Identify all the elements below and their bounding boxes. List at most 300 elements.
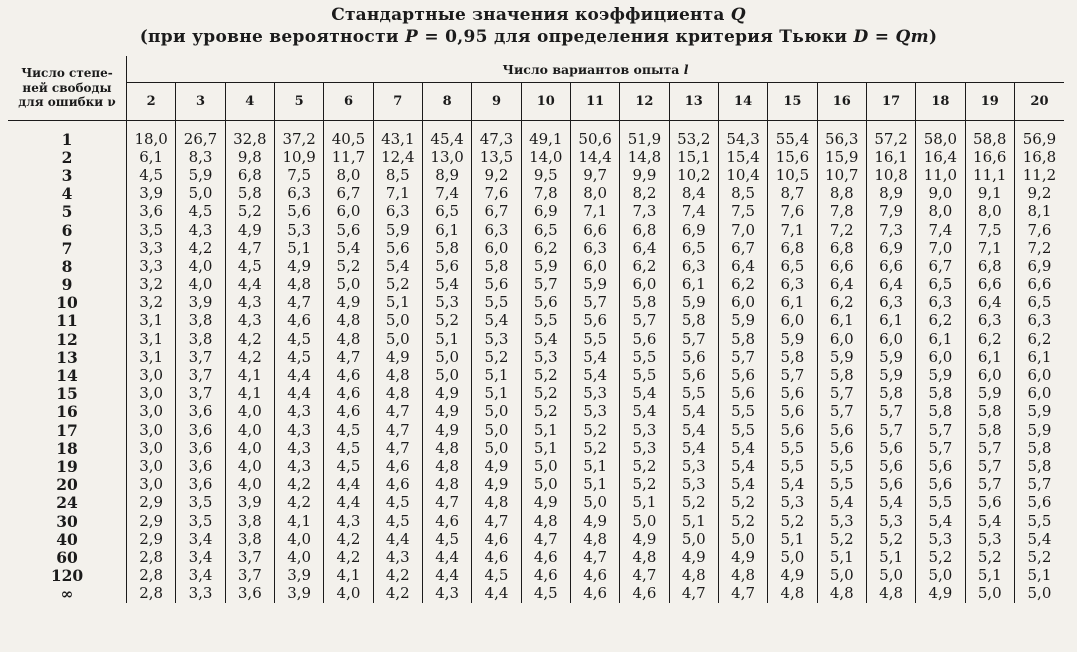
q-value-cell: 6,5	[768, 257, 817, 275]
q-value-cell: 54,3	[718, 130, 767, 148]
q-value-cell: 2,9	[127, 530, 176, 548]
q-value-cell: 9,5	[521, 166, 570, 184]
q-value-cell: 6,0	[324, 203, 373, 221]
variants-group-header	[127, 56, 1065, 83]
q-value-cell: 5,1	[521, 439, 570, 457]
q-value-cell: 6,4	[866, 276, 915, 294]
q-value-cell: 12,4	[373, 148, 422, 166]
q-value-cell: 4,8	[669, 567, 718, 585]
q-value-cell: 5,3	[620, 439, 669, 457]
q-value-cell: 4,1	[324, 567, 373, 585]
df-value: 2	[61, 147, 73, 167]
q-value-cell: 4,9	[768, 567, 817, 585]
df-value: 16	[56, 402, 78, 422]
q-value-cell: 5,4	[1014, 530, 1064, 548]
df-value: 9	[61, 275, 73, 295]
title-line-1	[0, 4, 1077, 26]
q-value-cell: 4,6	[324, 403, 373, 421]
q-value-cell: 4,8	[373, 366, 422, 384]
spacer-cell	[127, 121, 176, 131]
q-value-cell: 5,7	[866, 421, 915, 439]
df-value: 11	[56, 311, 78, 331]
q-value-cell: 6,8	[768, 239, 817, 257]
table-row	[8, 330, 1064, 348]
df-value: 18	[56, 438, 78, 458]
q-value-cell: 5,6	[768, 403, 817, 421]
q-value-cell: 5,5	[768, 457, 817, 475]
subtitle-formula: D = Qm	[853, 27, 929, 47]
column-header: 13	[669, 83, 718, 121]
q-value-cell: 5,5	[817, 457, 866, 475]
q-value-cell: 6,4	[965, 294, 1014, 312]
q-value-cell: 4,2	[176, 239, 225, 257]
q-value-cell: 6,7	[324, 185, 373, 203]
q-value-cell: 5,4	[768, 476, 817, 494]
q-value-cell: 5,2	[620, 476, 669, 494]
spacer-cell	[373, 121, 422, 131]
q-value-cell: 5,2	[916, 548, 965, 566]
q-value-cell: 6,0	[768, 312, 817, 330]
table-row	[8, 312, 1064, 330]
table-row	[8, 421, 1064, 439]
spacer-cell	[620, 121, 669, 131]
q-value-cell: 4,7	[324, 348, 373, 366]
q-value-cell: 14,8	[620, 148, 669, 166]
table-row	[8, 203, 1064, 221]
column-header: 8	[422, 83, 471, 121]
q-value-cell: 6,4	[718, 257, 767, 275]
q-value-cell: 5,6	[817, 421, 866, 439]
q-value-cell: 5,1	[570, 457, 619, 475]
df-value: 13	[56, 347, 78, 367]
spacer-cell	[768, 121, 817, 131]
q-value-cell: 4,5	[472, 567, 521, 585]
q-value-cell: 6,1	[127, 148, 176, 166]
q-value-cell: 5,2	[1014, 548, 1064, 566]
column-header: 10	[521, 83, 570, 121]
q-value-cell: 6,4	[620, 239, 669, 257]
q-value-cell: 58,0	[916, 130, 965, 148]
q-value-cell: 4,9	[718, 548, 767, 566]
q-value-cell: 6,5	[422, 203, 471, 221]
q-value-cell: 4,9	[916, 585, 965, 603]
q-value-cell: 8,0	[965, 203, 1014, 221]
q-value-cell: 4,8	[422, 457, 471, 475]
q-value-cell: 4,8	[324, 312, 373, 330]
q-value-cell: 5,7	[866, 403, 915, 421]
q-value-cell: 5,6	[422, 257, 471, 275]
q-value-cell: 5,2	[669, 494, 718, 512]
q-value-cell: 5,0	[965, 585, 1014, 603]
q-value-cell: 6,1	[916, 330, 965, 348]
q-value-cell: 6,0	[866, 330, 915, 348]
q-value-cell: 3,7	[225, 567, 274, 585]
q-value-cell: 5,7	[1014, 476, 1064, 494]
q-value-cell: 14,0	[521, 148, 570, 166]
spacer-cell	[422, 121, 471, 131]
q-value-cell: 45,4	[422, 130, 471, 148]
q-value-cell: 5,6	[817, 439, 866, 457]
q-value-cell: 5,0	[1014, 585, 1064, 603]
q-value-cell: 5,8	[768, 348, 817, 366]
q-value-cell: 5,7	[718, 348, 767, 366]
q-value-cell: 5,6	[718, 385, 767, 403]
q-value-cell: 4,7	[373, 439, 422, 457]
q-value-cell: 5,8	[472, 257, 521, 275]
q-value-cell: 4,4	[324, 494, 373, 512]
q-value-cell: 5,3	[669, 476, 718, 494]
q-value-cell: 7,0	[718, 221, 767, 239]
q-value-cell: 7,8	[521, 185, 570, 203]
q-value-cell: 4,4	[422, 567, 471, 585]
q-value-cell: 2,8	[127, 585, 176, 603]
q-value-cell: 4,8	[324, 330, 373, 348]
q-value-cell: 2,8	[127, 567, 176, 585]
q-value-cell: 6,8	[817, 239, 866, 257]
variants-group-symbol: l	[683, 61, 689, 77]
q-value-cell: 5,3	[521, 348, 570, 366]
q-value-cell: 6,6	[817, 257, 866, 275]
q-value-cell: 6,3	[965, 312, 1014, 330]
q-value-cell: 4,9	[274, 257, 323, 275]
column-header: 5	[274, 83, 323, 121]
q-value-cell: 5,4	[422, 276, 471, 294]
q-value-cell: 5,3	[620, 421, 669, 439]
q-value-cell: 4,3	[373, 548, 422, 566]
q-value-cell: 5,2	[965, 548, 1014, 566]
column-header-row	[8, 83, 1064, 121]
q-value-cell: 3,6	[127, 203, 176, 221]
q-value-cell: 3,7	[176, 385, 225, 403]
q-value-cell: 5,2	[422, 312, 471, 330]
q-value-cell: 4,3	[225, 312, 274, 330]
column-header: 16	[817, 83, 866, 121]
df-value: 24	[56, 493, 78, 513]
q-value-cell: 5,6	[866, 457, 915, 475]
q-value-cell: 5,3	[472, 330, 521, 348]
q-value-cell: 4,4	[472, 585, 521, 603]
q-value-cell: 5,1	[373, 294, 422, 312]
q-value-cell: 4,2	[373, 585, 422, 603]
q-value-cell: 4,5	[127, 166, 176, 184]
q-value-cell: 3,7	[176, 348, 225, 366]
q-value-cell: 7,3	[866, 221, 915, 239]
q-value-cell: 7,5	[718, 203, 767, 221]
q-value-cell: 5,4	[620, 403, 669, 421]
table-row	[8, 130, 1064, 148]
q-value-cell: 5,0	[521, 476, 570, 494]
q-value-cell: 4,6	[620, 585, 669, 603]
q-value-cell: 16,8	[1014, 148, 1064, 166]
q-value-cell: 6,3	[866, 294, 915, 312]
q-value-cell: 10,5	[768, 166, 817, 184]
q-value-cell: 5,7	[620, 312, 669, 330]
q-value-cell: 3,6	[176, 476, 225, 494]
q-value-cell: 6,6	[570, 221, 619, 239]
column-header: 3	[176, 83, 225, 121]
table-row	[8, 148, 1064, 166]
q-value-cell: 5,6	[916, 476, 965, 494]
q-coefficient-table	[8, 56, 1064, 603]
q-value-cell: 4,3	[274, 421, 323, 439]
q-value-cell: 15,9	[817, 148, 866, 166]
q-value-cell: 5,8	[669, 312, 718, 330]
q-value-cell: 3,9	[176, 294, 225, 312]
q-value-cell: 5,1	[768, 530, 817, 548]
q-value-cell: 3,9	[127, 185, 176, 203]
q-value-cell: 5,3	[866, 512, 915, 530]
table-row	[8, 276, 1064, 294]
q-value-cell: 3,0	[127, 421, 176, 439]
q-value-cell: 4,8	[373, 385, 422, 403]
df-value: 3	[61, 165, 73, 185]
df-header-line-1: Число степе-	[21, 66, 113, 81]
q-value-cell: 8,5	[373, 166, 422, 184]
q-value-cell: 7,3	[620, 203, 669, 221]
q-value-cell: 3,7	[176, 366, 225, 384]
q-value-cell: 4,3	[225, 294, 274, 312]
q-value-cell: 5,7	[817, 385, 866, 403]
q-value-cell: 4,9	[521, 494, 570, 512]
q-value-cell: 5,6	[965, 494, 1014, 512]
q-value-cell: 4,1	[225, 385, 274, 403]
q-value-cell: 5,1	[274, 239, 323, 257]
q-value-cell: 6,3	[472, 221, 521, 239]
q-value-cell: 5,4	[866, 494, 915, 512]
df-value: 120	[50, 566, 84, 586]
q-value-cell: 10,9	[274, 148, 323, 166]
df-value: 40	[56, 529, 78, 549]
q-value-cell: 5,4	[521, 330, 570, 348]
q-value-cell: 5,8	[965, 421, 1014, 439]
table-row	[8, 185, 1064, 203]
q-value-cell: 5,5	[620, 348, 669, 366]
q-value-cell: 6,0	[718, 294, 767, 312]
df-value: 1	[61, 129, 73, 149]
q-value-cell: 3,3	[127, 257, 176, 275]
q-value-cell: 6,2	[916, 312, 965, 330]
q-value-cell: 5,8	[718, 330, 767, 348]
q-value-cell: 3,6	[225, 585, 274, 603]
q-value-cell: 3,6	[176, 421, 225, 439]
q-value-cell: 5,6	[866, 439, 915, 457]
q-value-cell: 4,2	[324, 530, 373, 548]
q-value-cell: 5,0	[422, 348, 471, 366]
q-value-cell: 4,8	[866, 585, 915, 603]
q-value-cell: 6,2	[817, 294, 866, 312]
q-value-cell: 4,6	[373, 476, 422, 494]
df-value: 20	[56, 475, 78, 495]
q-value-cell: 6,0	[1014, 366, 1064, 384]
q-value-cell: 5,9	[1014, 403, 1064, 421]
q-value-cell: 5,8	[965, 403, 1014, 421]
df-value: ∞	[60, 584, 74, 604]
q-value-cell: 4,8	[817, 585, 866, 603]
q-value-cell: 7,1	[373, 185, 422, 203]
q-value-cell: 8,3	[176, 148, 225, 166]
q-value-cell: 5,3	[274, 221, 323, 239]
q-value-cell: 5,9	[916, 366, 965, 384]
q-value-cell: 3,2	[127, 294, 176, 312]
q-value-cell: 4,6	[570, 585, 619, 603]
q-value-cell: 4,8	[718, 567, 767, 585]
q-value-cell: 6,0	[472, 239, 521, 257]
q-value-cell: 6,1	[422, 221, 471, 239]
q-value-cell: 3,0	[127, 457, 176, 475]
q-value-cell: 55,4	[768, 130, 817, 148]
q-value-cell: 5,0	[373, 330, 422, 348]
q-value-cell: 4,2	[274, 476, 323, 494]
q-value-cell: 10,8	[866, 166, 915, 184]
q-value-cell: 4,6	[521, 548, 570, 566]
q-value-cell: 5,6	[1014, 494, 1064, 512]
df-value: 14	[56, 366, 78, 386]
q-value-cell: 5,2	[373, 276, 422, 294]
q-value-cell: 6,1	[866, 312, 915, 330]
q-value-cell: 5,7	[817, 403, 866, 421]
q-value-cell: 4,4	[274, 366, 323, 384]
q-value-cell: 5,6	[669, 366, 718, 384]
q-value-cell: 6,3	[570, 239, 619, 257]
table-row	[8, 366, 1064, 384]
q-value-cell: 4,8	[620, 548, 669, 566]
q-value-cell: 5,2	[620, 457, 669, 475]
q-value-cell: 9,0	[916, 185, 965, 203]
q-value-cell: 3,6	[176, 439, 225, 457]
q-value-cell: 6,2	[718, 276, 767, 294]
q-value-cell: 6,8	[225, 166, 274, 184]
q-value-cell: 4,8	[422, 439, 471, 457]
q-value-cell: 5,6	[669, 348, 718, 366]
q-value-cell: 6,3	[916, 294, 965, 312]
q-value-cell: 6,1	[817, 312, 866, 330]
q-value-cell: 4,2	[373, 567, 422, 585]
spacer-cell	[472, 121, 521, 131]
subtitle-middle: = 0,95 для определения критерия Тьюки	[424, 27, 848, 47]
q-value-cell: 5,0	[817, 567, 866, 585]
q-value-cell: 4,8	[274, 276, 323, 294]
q-value-cell: 4,7	[274, 294, 323, 312]
q-value-cell: 6,4	[817, 276, 866, 294]
q-value-cell: 4,7	[718, 585, 767, 603]
q-value-cell: 5,3	[916, 530, 965, 548]
q-value-cell: 5,7	[570, 294, 619, 312]
column-header: 4	[225, 83, 274, 121]
q-value-cell: 5,4	[718, 457, 767, 475]
spacer-cell	[570, 121, 619, 131]
q-value-cell: 5,4	[916, 512, 965, 530]
spacer-cell	[965, 121, 1014, 131]
subtitle-symbol-p: P	[405, 27, 419, 47]
q-value-cell: 4,3	[176, 221, 225, 239]
q-value-cell: 5,6	[866, 476, 915, 494]
q-value-cell: 8,0	[324, 166, 373, 184]
q-value-cell: 6,8	[965, 257, 1014, 275]
q-value-cell: 6,7	[472, 203, 521, 221]
q-value-cell: 4,9	[570, 512, 619, 530]
q-value-cell: 4,3	[274, 403, 323, 421]
q-value-cell: 3,3	[127, 239, 176, 257]
q-value-cell: 6,5	[1014, 294, 1064, 312]
q-value-cell: 3,8	[176, 312, 225, 330]
q-value-cell: 7,2	[1014, 239, 1064, 257]
q-value-cell: 5,2	[570, 439, 619, 457]
q-value-cell: 5,1	[817, 548, 866, 566]
table-row	[8, 166, 1064, 184]
q-value-cell: 5,9	[570, 276, 619, 294]
q-value-cell: 5,6	[373, 239, 422, 257]
q-value-cell: 5,3	[965, 530, 1014, 548]
q-value-cell: 7,5	[274, 166, 323, 184]
column-header: 17	[866, 83, 915, 121]
q-value-cell: 5,5	[620, 366, 669, 384]
q-value-cell: 5,0	[472, 421, 521, 439]
q-value-cell: 6,1	[1014, 348, 1064, 366]
q-value-cell: 5,1	[1014, 567, 1064, 585]
table-row	[8, 403, 1064, 421]
q-value-cell: 4,6	[324, 385, 373, 403]
q-value-cell: 7,4	[916, 221, 965, 239]
q-value-cell: 5,6	[521, 294, 570, 312]
q-value-cell: 4,9	[324, 294, 373, 312]
q-value-cell: 5,0	[324, 276, 373, 294]
q-value-cell: 5,7	[965, 457, 1014, 475]
q-value-cell: 9,2	[1014, 185, 1064, 203]
q-value-cell: 7,1	[965, 239, 1014, 257]
q-value-cell: 5,9	[176, 166, 225, 184]
q-value-cell: 5,2	[718, 512, 767, 530]
q-value-cell: 5,3	[768, 494, 817, 512]
q-value-cell: 4,6	[373, 457, 422, 475]
column-header: 6	[324, 83, 373, 121]
q-value-cell: 9,9	[620, 166, 669, 184]
q-value-cell: 4,6	[521, 567, 570, 585]
spacer-cell	[521, 121, 570, 131]
q-value-cell: 5,0	[916, 567, 965, 585]
df-value: 15	[56, 384, 78, 404]
column-header: 12	[620, 83, 669, 121]
df-value: 7	[61, 238, 73, 258]
spacer-cell	[866, 121, 915, 131]
q-value-cell: 6,2	[521, 239, 570, 257]
q-value-cell: 5,8	[916, 403, 965, 421]
q-value-cell: 3,2	[127, 276, 176, 294]
df-value: 6	[61, 220, 73, 240]
q-value-cell: 5,3	[669, 457, 718, 475]
q-value-cell: 6,2	[965, 330, 1014, 348]
q-value-cell: 11,0	[916, 166, 965, 184]
q-value-cell: 5,8	[817, 366, 866, 384]
q-value-cell: 4,0	[225, 476, 274, 494]
q-value-cell: 3,0	[127, 476, 176, 494]
q-value-cell: 7,4	[669, 203, 718, 221]
q-value-cell: 5,8	[422, 239, 471, 257]
column-header: 18	[916, 83, 965, 121]
q-value-cell: 5,1	[965, 567, 1014, 585]
q-value-cell: 8,9	[422, 166, 471, 184]
q-value-cell: 6,0	[570, 257, 619, 275]
q-value-cell: 5,0	[472, 403, 521, 421]
q-value-cell: 5,3	[570, 385, 619, 403]
q-value-cell: 4,0	[225, 421, 274, 439]
q-value-cell: 18,0	[127, 130, 176, 148]
q-value-cell: 5,7	[965, 439, 1014, 457]
q-value-cell: 5,8	[1014, 439, 1064, 457]
q-value-cell: 5,2	[817, 530, 866, 548]
q-value-cell: 13,5	[472, 148, 521, 166]
q-value-cell: 6,9	[521, 203, 570, 221]
q-value-cell: 4,7	[472, 512, 521, 530]
